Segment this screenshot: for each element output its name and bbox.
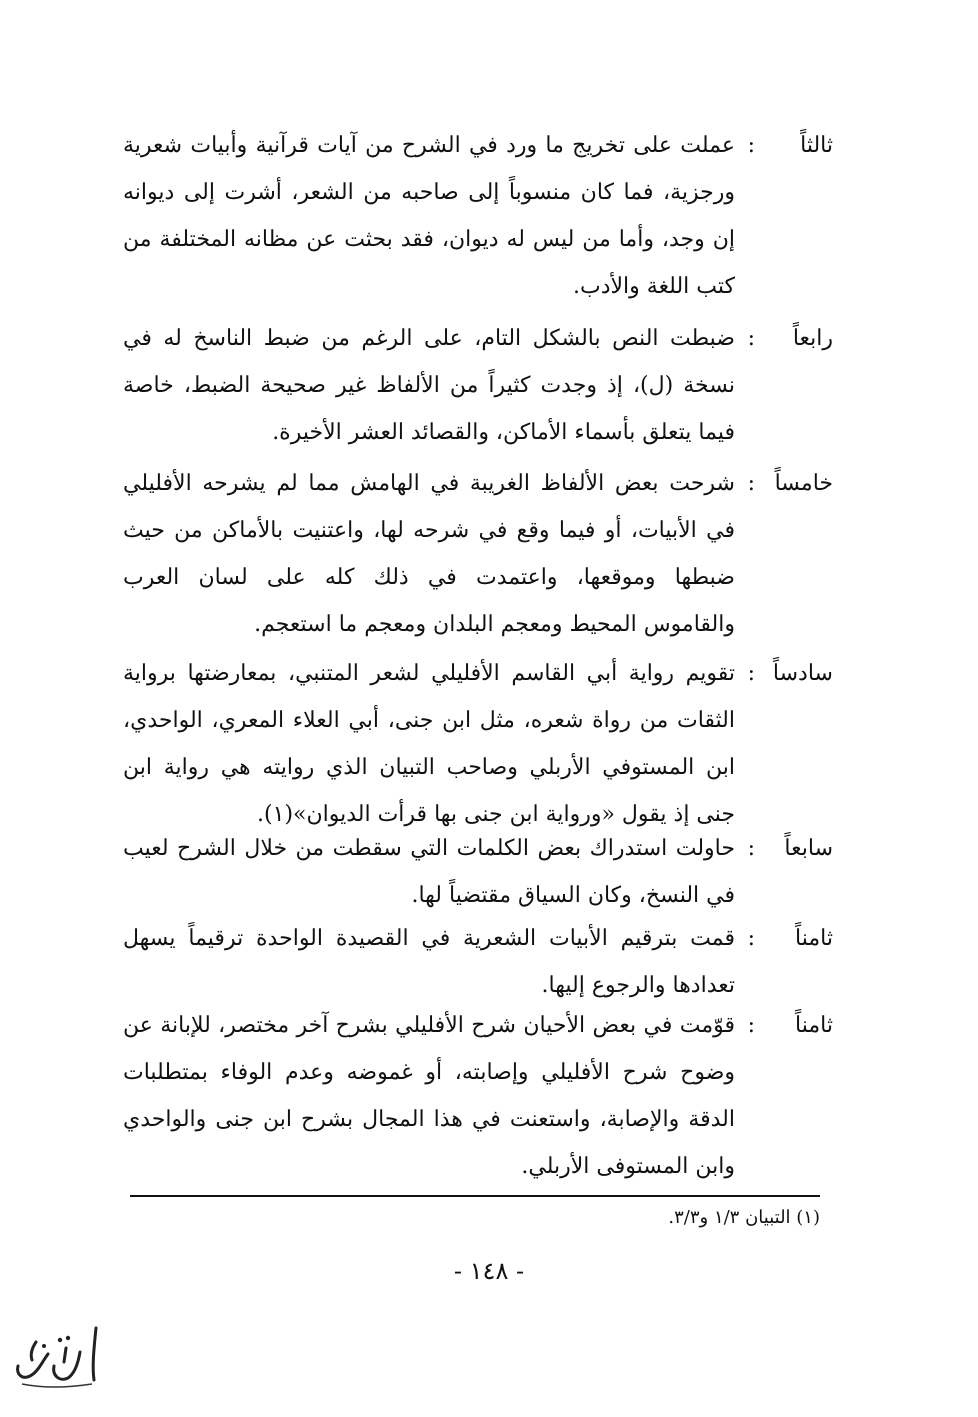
item-text: شرحت بعض الألفاظ الغريبة في الهامش مما لم يشرحه الأفليلي في الأبيات، أو فيما وقع في شرحه لها، واعتنيت بالأماكن من حيث ضبطها وموقعها، واعتمدت في ذلك كله على لسان العرب والقاموس المحيط ومعجم البلدان ومعجم ما استعجم. — [123, 471, 735, 637]
list-item-7 — [123, 825, 833, 919]
page-number: - ١٤٨ - — [453, 1257, 525, 1285]
item-colon: : — [747, 326, 755, 351]
item-colon: : — [747, 661, 755, 686]
list-item-8 — [123, 915, 833, 1009]
list-item-5 — [123, 460, 833, 648]
item-label: سابعاً — [784, 836, 833, 861]
item-text: قمت بترقيم الأبيات الشعرية في القصيدة الواحدة ترقيماً يسهل تعدادها والرجوع إليها. — [123, 926, 735, 998]
list-item-9 — [123, 1002, 833, 1190]
footnote-separator — [130, 1195, 820, 1197]
item-text: ضبطت النص بالشكل التام، على الرغم من ضبط الناسخ له في نسخة (ل)، إذ وجدت كثيراً من الألفاظ غير صحيحة الضبط، خاصة فيما يتعلق بأسماء الأماكن، والقصائد العشر الأخيرة. — [123, 326, 735, 445]
footnote: (١) التبيان ١/٣ و٣/٣. — [668, 1207, 820, 1228]
item-label: رابعاً — [792, 326, 833, 351]
item-colon: : — [747, 836, 755, 861]
item-text: تقويم رواية أبي القاسم الأفليلي لشعر المتنبي، بمعارضتها برواية الثقات من رواة شعره، مثل ابن جنى، أبي العلاء المعري، الواحدي، ابن المستوفي الأربلي وصاحب التبيان الذي روايته هي رواية ابن جنى إذ يقول «ورواية ابن جنى بها قرأت الديوان»(١). — [123, 661, 735, 827]
item-text: حاولت استدراك بعض الكلمات التي سقطت من خلال الشرح لعيب في النسخ، وكان السياق مقتضياً لها. — [123, 836, 735, 908]
item-label: ثامناً — [795, 1013, 833, 1038]
item-colon: : — [747, 133, 755, 158]
item-label: سادساً — [772, 661, 833, 686]
list-item-3 — [123, 122, 833, 310]
item-colon: : — [747, 1013, 755, 1038]
item-text: قوّمت في بعض الأحيان شرح الأفليلي بشرح آخر مختصر، للإبانة عن وضوح شرح الأفليلي وإصابته، أو غموضه وعدم الوفاء بمتطلبات الدقة والإصابة، واستعنت في هذا المجال بشرح ابن جنى والواحدي وابن المستوفى الأربلي. — [123, 1013, 735, 1179]
item-colon: : — [747, 471, 755, 496]
item-label: خامساً — [774, 471, 833, 496]
item-text: عملت على تخريج ما ورد في الشرح من آيات قرآنية وأبيات شعرية ورجزية، فما كان منسوباً إلى صاحبه من الشعر، أشرت إلى ديوانه إن وجد، وأما من ليس له ديوان، فقد بحثت عن مظانه المختلفة من كتب اللغة والأدب. — [123, 133, 735, 299]
calligraphy-seal-icon — [8, 1318, 108, 1398]
item-label: ثامناً — [795, 926, 833, 951]
item-colon: : — [747, 926, 755, 951]
item-label: ثالثاً — [800, 133, 833, 158]
list-item-4 — [123, 315, 833, 456]
list-item-6 — [123, 650, 833, 838]
